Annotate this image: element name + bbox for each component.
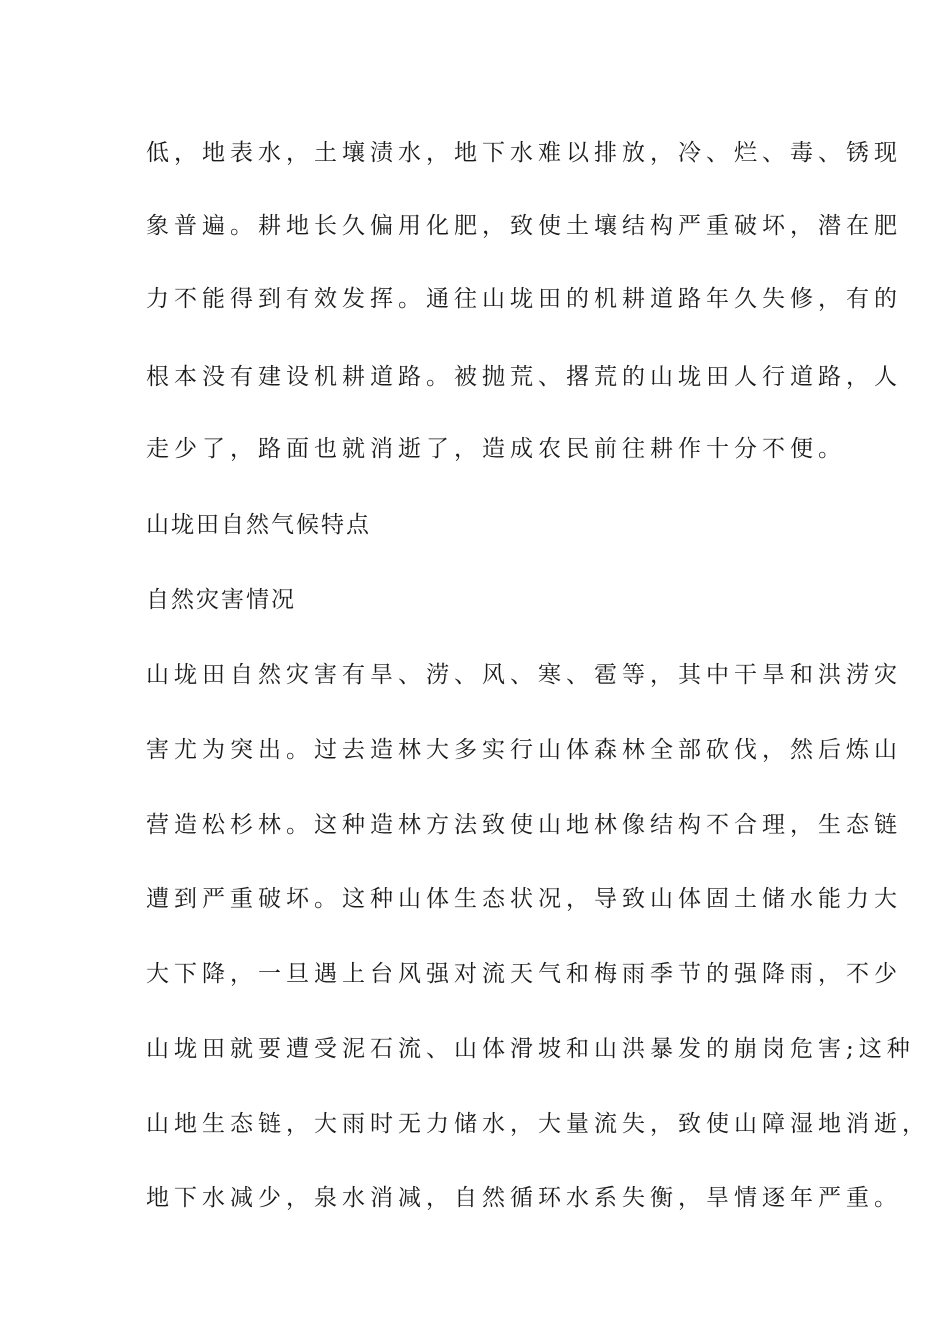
paragraph-2-line-3: 营造松杉林。这种造林方法致使山地林像结构不合理，生态链 <box>146 812 902 838</box>
paragraph-2-line-4: 遭到严重破坏。这种山体生态状况，导致山体固土储水能力大 <box>146 886 902 912</box>
paragraph-1-line-4: 根本没有建设机耕道路。被抛荒、撂荒的山垅田人行道路，人 <box>146 364 902 390</box>
paragraph-1-line-5: 走少了，路面也就消逝了，造成农民前往耕作十分不便。 <box>146 436 846 462</box>
paragraph-1-line-2: 象普遍。耕地长久偏用化肥，致使土壤结构严重破坏，潜在肥 <box>146 213 902 239</box>
section-heading-disasters: 自然灾害情况 <box>146 587 296 613</box>
paragraph-2-line-7: 山地生态链，大雨时无力储水，大量流失，致使山障湿地消逝， <box>146 1111 930 1137</box>
paragraph-2-line-1: 山垅田自然灾害有旱、涝、风、寒、雹等，其中干旱和洪涝灾 <box>146 662 902 688</box>
paragraph-2-line-6: 山垅田就要遭受泥石流、山体滑坡和山洪暴发的崩岗危害;这种 <box>146 1036 915 1062</box>
section-heading-climate: 山垅田自然气候特点 <box>146 512 371 538</box>
paragraph-2-line-2: 害尤为突出。过去造林大多实行山体森林全部砍伐，然后炼山 <box>146 737 902 763</box>
paragraph-1-line-3: 力不能得到有效发挥。通往山垅田的机耕道路年久失修，有的 <box>146 286 902 312</box>
paragraph-2-line-8: 地下水减少，泉水消减，自然循环水系失衡，旱情逐年严重。 <box>146 1185 902 1211</box>
paragraph-2-line-5: 大下降，一旦遇上台风强对流天气和梅雨季节的强降雨，不少 <box>146 961 902 987</box>
paragraph-1-line-1: 低，地表水，土壤渍水，地下水难以排放，冷、烂、毒、锈现 <box>146 140 902 166</box>
